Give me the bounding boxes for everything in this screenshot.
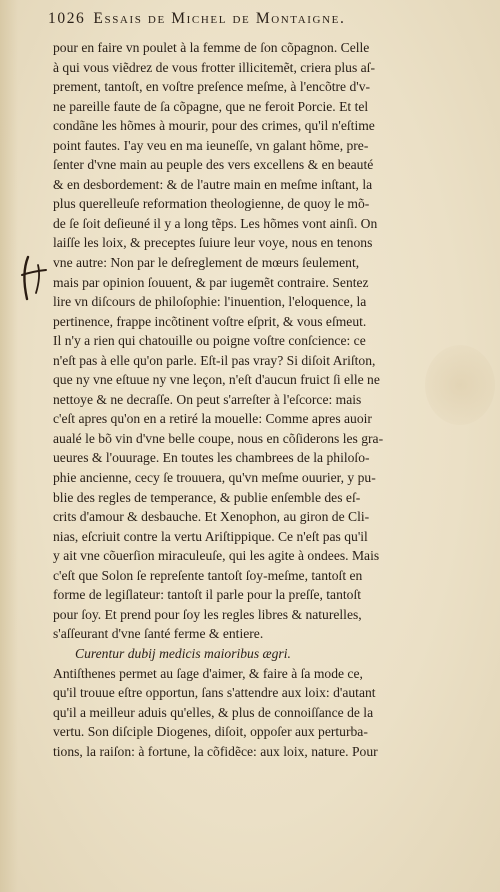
text-line: vne autre: Non par le deſreglement de mœurs ſeulement, (53, 255, 360, 271)
text-line: point fautes. I'ay veu en ma ieuneſſe, vn galant hõme, pre- (53, 137, 369, 153)
text-line: y ait vne cõuerſion miraculeuſe, qui les agite à ondees. Mais (53, 548, 380, 564)
text-line: ueures & l'ouurage. En toutes les chambrees de la philoſo- (53, 450, 370, 466)
text-line: prement, tantoſt, en voſtre preſence meſme, à l'encõtre d'v- (53, 79, 371, 95)
text-line: & en desbordement: & de l'autre main en meſme inſtant, la (53, 176, 373, 192)
text-line: mais par opinion ſouuent, & par iugemẽt contraire. Sentez (53, 274, 369, 290)
text-line: vertu. Son diſciple Diogenes, diſoit, oppoſer aux perturba- (53, 724, 368, 740)
text-line: pour en faire vn poulet à la femme de ſon cõpagnon. Celle (53, 40, 370, 55)
text-line: qu'il a meilleur aduis qu'elles, & plus de connoiſſance de la (53, 704, 374, 720)
handwritten-margin-mark-icon (18, 253, 52, 303)
main-text (53, 38, 481, 761)
text-line: blie des regles de temperance, & publie enſemble des eſ- (53, 489, 361, 505)
text-line: nias, eſcriuit contre la vertu Ariſtippique. Ce n'eſt pas qu'il (53, 528, 368, 544)
text-line: aualé le bõ vin d'vne belle coupe, nous en cõſiderons les gra- (53, 430, 384, 446)
page-number: 1026 (48, 10, 86, 27)
text-line: de ſe ſoit deſieuné il y a long tẽps. Les hõmes vont ainſi. On (53, 215, 378, 231)
text-line: c'eſt apres qu'on en a retiré la mouelle: Comme apres auoir (53, 411, 372, 427)
text-line: forme de legiſlateur: tantoſt il parle pour la preſſe, tantoſt (53, 587, 362, 603)
closing-paragraph-lines (53, 664, 481, 762)
text-line: plus querelleuſe reformation theologienne, de quoy le mõ- (53, 196, 370, 212)
text-line: c'eſt que Solon ſe repreſente tantoſt ſoy-meſme, tantoſt en (53, 567, 363, 583)
text-line: que ny vne eſtuue ny vne leçon, n'eſt d'aucun fruict ſi elle ne (53, 372, 380, 388)
text-line: crits d'amour & desbauche. Et Xenophon, au giron de Cli- (53, 509, 370, 525)
text-line: condãne les hõmes à mourir, pour des crimes, qu'il n'eſtime (53, 118, 375, 134)
text-line: laiſſe les loix, & preceptes ſuiure leur voye, nous en tenons (53, 235, 373, 251)
text-line: pour ſoy. Et prend pour ſoy les regles libres & naturelles, (53, 606, 362, 622)
text-line: ne pareille faute de ſa cõpagne, que ne feroit Porcie. Et tel (53, 98, 369, 114)
running-title: Essais de Michel de Montaigne. (93, 10, 346, 27)
text-line: phie ancienne, cecy ſe trouuera, qu'vn meſme ouurier, y pu- (53, 470, 376, 486)
latin-quotation: Curentur dubij medicis maioribus ægri. (75, 645, 291, 661)
text-line: Il n'y a rien qui chatouille ou poigne voſtre conſcience: ce (53, 333, 366, 349)
text-line: Antiſthenes permet au ſage d'aimer, & faire à ſa mode ce, (53, 665, 363, 681)
text-line: à qui vous viẽdrez de vous frotter illicitemẽt, criera plus aſ- (53, 59, 375, 75)
text-line: pertinence, frappe incõtinent voſtre eſprit, & vous eſmeut. (53, 313, 367, 329)
text-line: n'eſt pas à elle qu'on parle. Eſt-il pas vray? Si diſoit Ariſton, (53, 352, 376, 368)
paragraph-lines (53, 38, 481, 644)
text-line: ſenter d'vne main au peuple des vers excellens & en beauté (53, 157, 374, 173)
text-line: qu'il trouue eſtre opportun, ſans s'attendre aux loix: d'autant (53, 685, 376, 701)
text-line: nettoye & ne decraſſe. On peut s'arreſter à l'eſcorce: mais (53, 391, 362, 407)
text-line: s'aſſeurant d'vne ſanté ferme & entiere. (53, 626, 264, 642)
text-line: tions, la raiſon: à fortune, la cõfidẽce: aux loix, nature. Pour (53, 743, 378, 759)
text-line: lire vn diſcours de philoſophie: l'inuention, l'eloquence, la (53, 294, 367, 310)
running-head (48, 10, 488, 36)
